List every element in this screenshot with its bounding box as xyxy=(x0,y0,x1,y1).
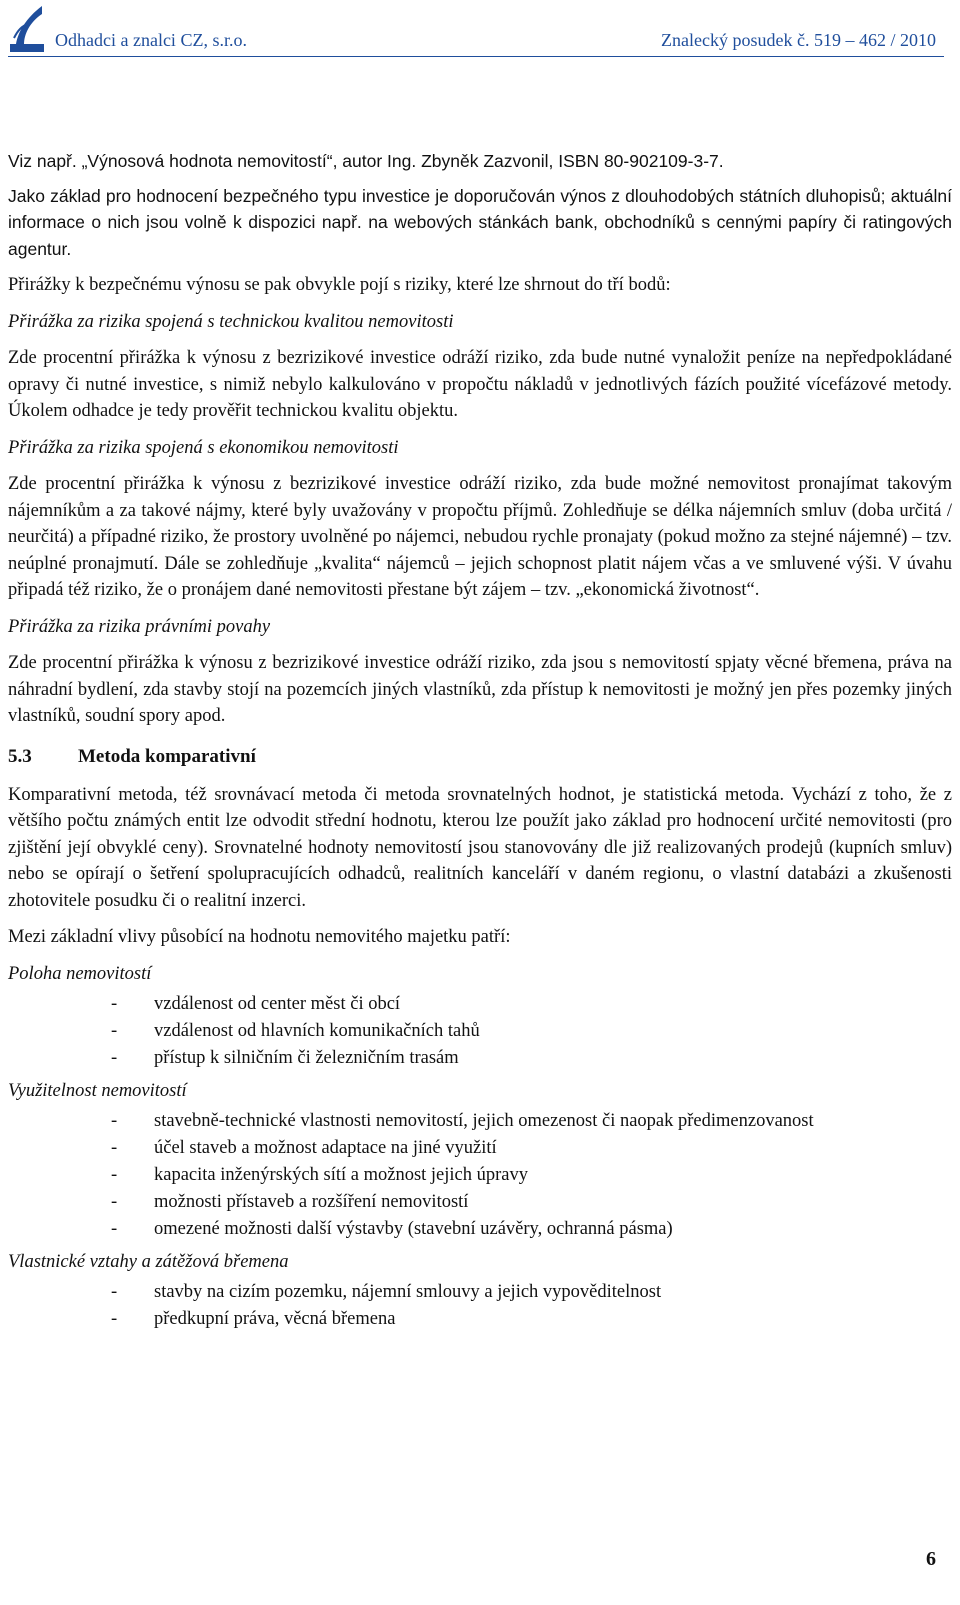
page-number: 6 xyxy=(926,1548,936,1570)
page-header xyxy=(0,0,960,60)
tech-risk-paragraph: Zde procentní přirážka k výnosu z bezrizikové investice odráží riziko, zda bude nutné vynaložit peníze na nepředpokládané opravy či nutné investice, s nimiž nebylo kalkulováno v propočtu nákladů v jednotlivých fázích použité vícefázové metody. Úkolem odhadce je tedy prověřit technickou kvalitu objektu. xyxy=(8,348,952,421)
category-list xyxy=(8,991,952,1072)
company-logo-icon xyxy=(8,4,46,54)
econ-risk-heading: Přirážka za rizika spojená s ekonomikou nemovitosti xyxy=(8,437,399,458)
influences-paragraph: Mezi základní vlivy působící na hodnotu nemovitého majetku patří: xyxy=(8,927,511,947)
list-item: - možnosti přístaveb a rozšíření nemovitostí xyxy=(8,1189,952,1216)
surcharges-paragraph: Přirážky k bezpečnému výnosu se pak obvykle pojí s riziky, které lze shrnout do tří bodů: xyxy=(8,275,671,295)
list-item: - omezené možnosti další výstavby (stavební uzávěry, ochranná pásma) xyxy=(8,1216,952,1243)
legal-risk-paragraph: Zde procentní přirážka k výnosu z bezrizikové investice odráží riziko, zda jsou s nemovitostí spjaty věcné břemena, práva na náhradní bydlení, zda stavby stojí na pozemcích jiných vlastníků, zda přístup k nemovitosti je možný jen přes pozemky jiných vlastníků, soudní spory apod. xyxy=(8,653,952,726)
section-number: 5.3 xyxy=(8,745,32,767)
list-item: - vzdálenost od center měst či obcí xyxy=(8,991,952,1018)
list-item: - stavby na cizím pozemku, nájemní smlouvy a jejich vypověditelnost xyxy=(8,1279,952,1306)
header-divider xyxy=(8,56,944,57)
basis-paragraph: Jako základ pro hodnocení bezpečného typu investice je doporučován výnos z dlouhodobých státních dluhopisů; aktuální informace o nich jsou volně k dispozici např. na webových stánkách bank, obchodníků s cennými papíry či ratingových agentur. xyxy=(8,185,952,259)
list-item: - účel staveb a možnost adaptace na jiné využití xyxy=(8,1135,952,1162)
list-item: - předkupní práva, věcná břemena xyxy=(8,1306,952,1333)
section-heading xyxy=(8,744,952,770)
report-number: Znalecký posudek č. 519 – 462 / 2010 xyxy=(661,30,936,50)
company-name: Odhadci a znalci CZ, s.r.o. xyxy=(55,30,247,50)
list-item: - stavebně-technické vlastnosti nemovitostí, jejich omezenost či naopak předimenzovanost xyxy=(8,1108,952,1135)
econ-risk-paragraph: Zde procentní přirážka k výnosu z bezrizikové investice odráží riziko, zda bude možné nemovitost pronajímat takovým nájemníkům a za takové nájmy, které byly uvažovány v propočtu příjmů. Zohledňuje se délka nájemních smluv (doba určitá / neurčitá) a případné riziko, že prostory uvolněné po nájemci, nebudou rychle pronajaty (pokud možno za stejné nájemné) – tzv. neúplné pronajmutí. Dále se zohledňuje „kvalita“ nájemců – jejich schopnost platit nájem včas a ve smluvené výši. V úvahu připadá též riziko, že o pronájem dané nemovitosti přestane být zájem – tzv. „ekonomická životnost“. xyxy=(8,474,952,600)
legal-risk-heading: Přirážka za rizika právními povahy xyxy=(8,616,271,637)
category-title: Využitelnost nemovitostí xyxy=(8,1080,187,1101)
list-item: - kapacita inženýrských sítí a možnost jejich úpravy xyxy=(8,1162,952,1189)
category-list xyxy=(8,1108,952,1243)
tech-risk-heading: Přirážka za rizika spojená s technickou kvalitou nemovitosti xyxy=(8,311,454,332)
list-item: - vzdálenost od hlavních komunikačních tahů xyxy=(8,1018,952,1045)
category-title: Vlastnické vztahy a zátěžová břemena xyxy=(8,1251,289,1272)
reference-paragraph: Viz např. „Výnosová hodnota nemovitostí“, autor Ing. Zbyněk Zazvonil, ISBN 80-902109-3-7. xyxy=(8,151,724,171)
document-body xyxy=(8,148,952,1339)
category-list xyxy=(8,1279,952,1333)
list-item: - přístup k silničním či železničním trasám xyxy=(8,1045,952,1072)
comparative-intro-paragraph: Komparativní metoda, též srovnávací metoda či metoda srovnatelných hodnot, je statistická metoda. Vychází z toho, že z většího počtu známých entit lze odvodit střední hodnotu, kterou lze použít jako základ pro hodnocení určité nemovitosti (pro zjištění její obvyklé ceny). Srovnatelné hodnoty nemovitostí jsou stanovovány dle již realizovaných prodejů (kupních smluv) nebo se opírají o šetření spolupracujících odhadců, realitních kanceláří v daném regionu, o vlastní databázi a zkušenosti zhotovitele posudku či o realitní inzerci. xyxy=(8,784,952,911)
category-title: Poloha nemovitostí xyxy=(8,963,152,984)
section-title: Metoda komparativní xyxy=(78,745,256,767)
